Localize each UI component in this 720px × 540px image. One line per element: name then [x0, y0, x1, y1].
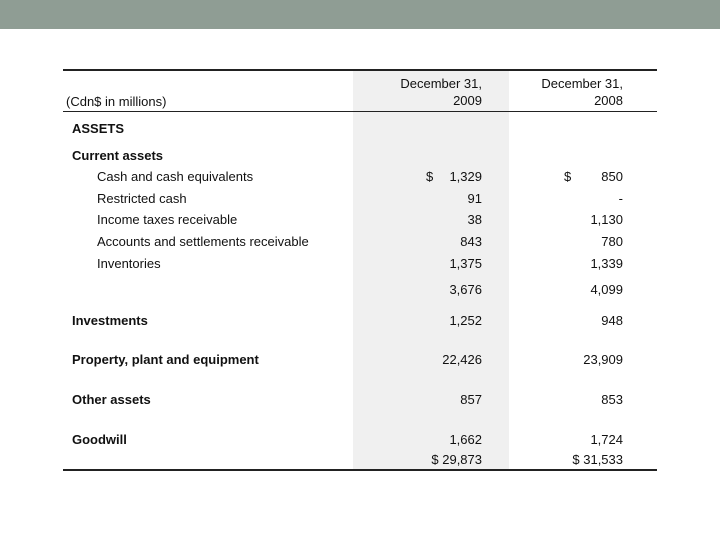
- value-2008-investments: 948: [601, 313, 623, 328]
- value-2009-income-taxes: 38: [467, 212, 482, 227]
- column-header-2008: [505, 75, 623, 109]
- value-2009-total-assets: $ 29,873: [431, 452, 482, 467]
- row-label-ppe: Property, plant and equipment: [72, 352, 259, 367]
- row-label-accounts-receivable: Accounts and settlements receivable: [97, 234, 309, 249]
- value-2009-other-assets: 857: [460, 392, 482, 407]
- value-2008-restricted-cash: -: [618, 191, 623, 206]
- column-header-2008-line2: 2008: [594, 93, 623, 108]
- header-rule: [63, 111, 657, 112]
- value-2009-restricted-cash: 91: [467, 191, 482, 206]
- row-label-investments: Investments: [72, 313, 148, 328]
- value-2008-income-taxes: 1,130: [590, 212, 623, 227]
- row-label-income-taxes: Income taxes receivable: [97, 212, 238, 227]
- value-2008-other-assets: 853: [601, 392, 623, 407]
- table-bottom-rule: [63, 469, 657, 471]
- column-header-2009-line1: December 31,: [400, 76, 482, 91]
- current-assets-heading: Current assets: [72, 148, 164, 163]
- row-label-inventories: Inventories: [97, 256, 161, 271]
- value-2008-current-assets-total: 4,099: [590, 282, 623, 297]
- column-header-2008-line1: December 31,: [541, 76, 623, 91]
- row-label-cash: Cash and cash equivalents: [97, 169, 254, 184]
- table-top-rule: [63, 69, 657, 71]
- value-2008-cash: 850: [601, 169, 623, 184]
- value-2009-accounts-receivable: 843: [460, 234, 482, 249]
- value-2009-inventories: 1,375: [449, 256, 482, 271]
- value-2008-inventories: 1,339: [590, 256, 623, 271]
- value-2009-goodwill: 1,662: [449, 432, 482, 447]
- column-header-2009: [360, 75, 482, 109]
- units-label: (Cdn$ in millions): [66, 94, 167, 109]
- value-2009-cash: 1,329: [449, 169, 482, 184]
- row-label-goodwill: Goodwill: [72, 432, 127, 447]
- value-2008-ppe: 23,909: [583, 352, 623, 367]
- currency-symbol-2008: $: [564, 169, 572, 184]
- column-header-2009-line2: 2009: [453, 93, 482, 108]
- assets-heading: ASSETS: [72, 121, 125, 136]
- value-2008-goodwill: 1,724: [590, 432, 623, 447]
- value-2009-current-assets-total: 3,676: [449, 282, 482, 297]
- value-2008-total-assets: $ 31,533: [572, 452, 623, 467]
- currency-symbol-2009: $: [426, 169, 434, 184]
- title-bar: [0, 0, 720, 29]
- row-label-restricted-cash: Restricted cash: [97, 191, 187, 206]
- value-2008-accounts-receivable: 780: [601, 234, 623, 249]
- value-2009-ppe: 22,426: [442, 352, 482, 367]
- value-2009-investments: 1,252: [449, 313, 482, 328]
- row-label-other-assets: Other assets: [72, 392, 151, 407]
